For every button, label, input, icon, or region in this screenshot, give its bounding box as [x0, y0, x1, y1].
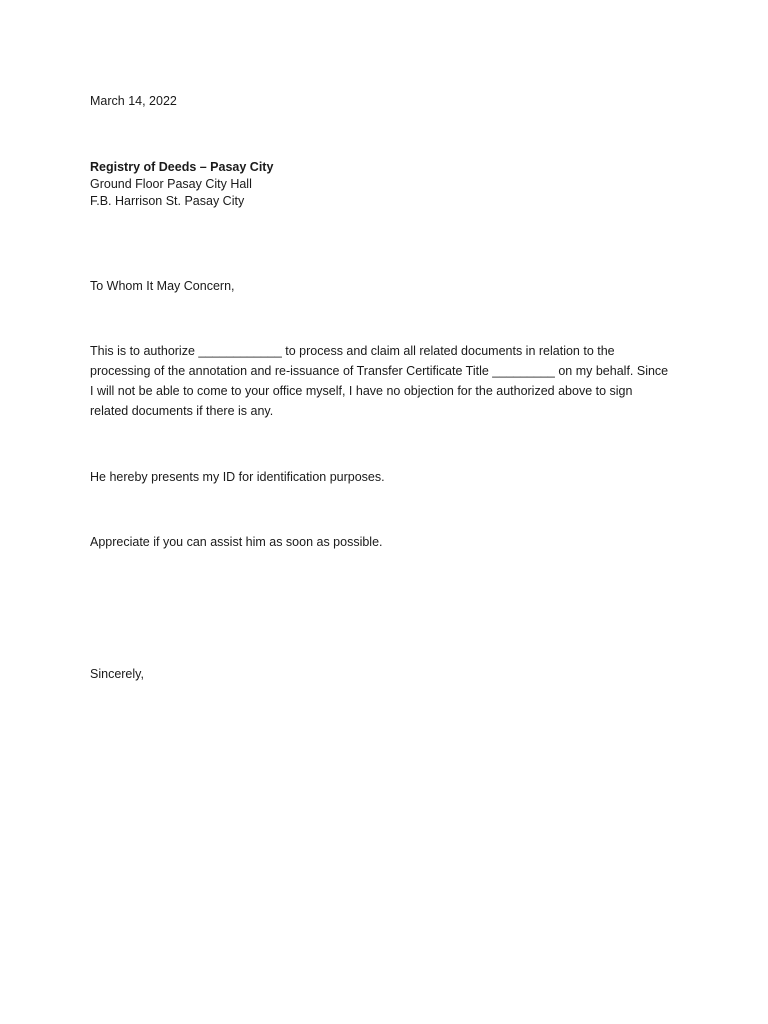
body-paragraph-line: processing of the annotation and re-issuance of Transfer Certificate Title _________ on my behalf. Since — [90, 364, 669, 378]
body-paragraph-request: Appreciate if you can assist him as soon as possible. — [90, 535, 383, 549]
body-paragraph-id: He hereby presents my ID for identification purposes. — [90, 470, 385, 484]
salutation: To Whom It May Concern, — [90, 279, 235, 293]
recipient-name: Registry of Deeds – Pasay City — [90, 160, 274, 174]
body-paragraph-authorization — [90, 341, 690, 421]
body-paragraph-line: related documents if there is any. — [90, 404, 274, 418]
recipient-address-line1: Ground Floor Pasay City Hall — [90, 177, 252, 191]
body-paragraph-line: This is to authorize ____________ to process and claim all related documents in relation to the — [90, 344, 615, 358]
closing: Sincerely, — [90, 667, 144, 681]
body-paragraph-line: I will not be able to come to your office myself, I have no objection for the authorized above to sign — [90, 384, 633, 398]
letter-date: March 14, 2022 — [90, 94, 177, 108]
recipient-address-line2: F.B. Harrison St. Pasay City — [90, 194, 245, 208]
